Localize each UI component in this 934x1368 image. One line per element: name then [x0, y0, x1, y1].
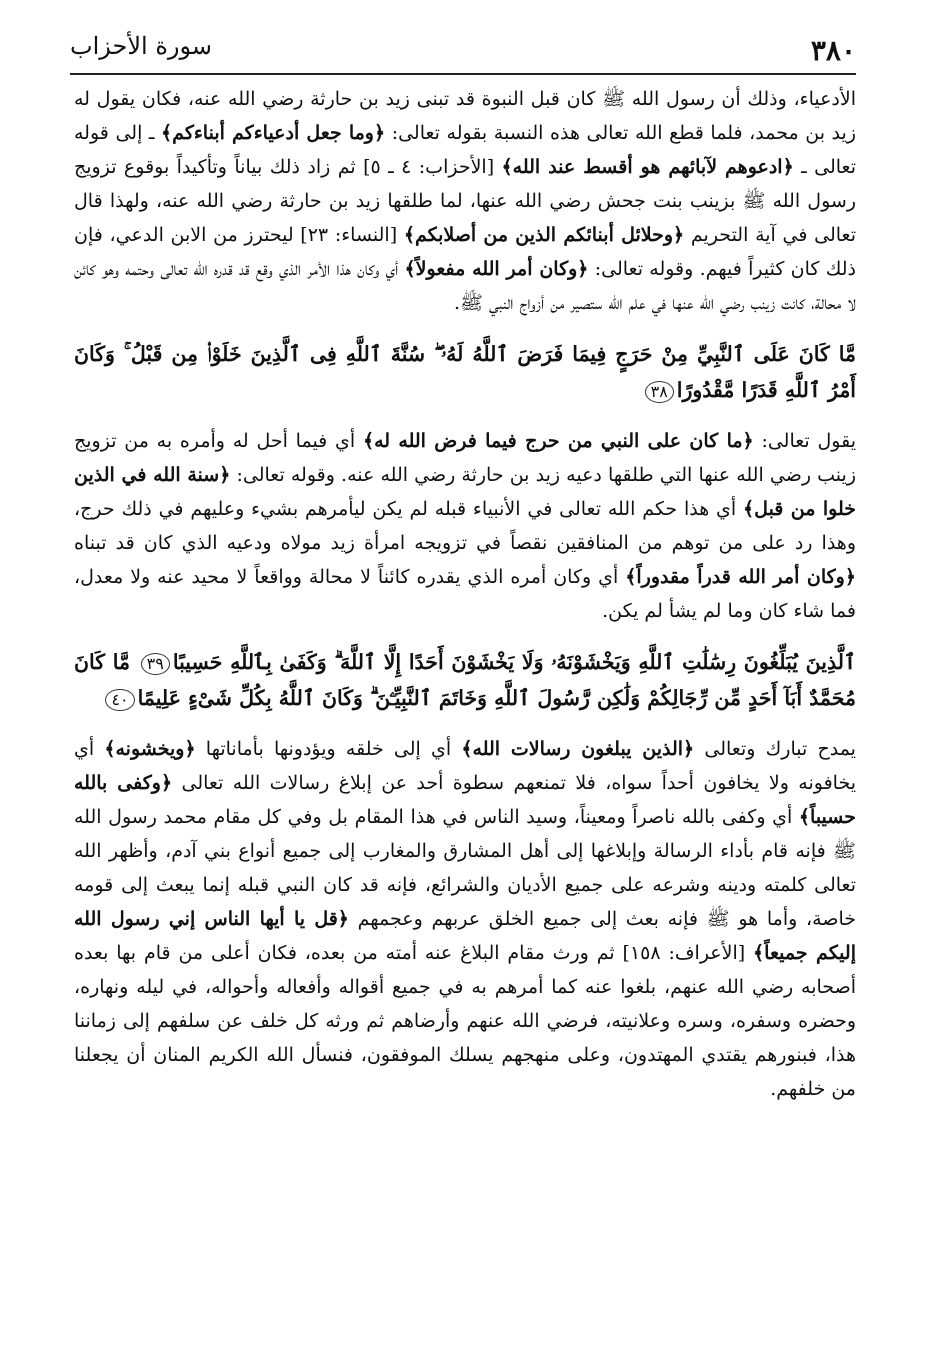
text-segment: أي يخافونه ولا يخافون أحداً سواه، فلا تمنعهم سطوة أحد عن إبلاغ رسالات الله تعالى — [74, 738, 856, 794]
quoted-verse: ﴿وكفى بالله حسيباً﴾ — [74, 772, 856, 828]
text-segment: يمدح تبارك وتعالى — [694, 738, 856, 760]
page-header — [70, 28, 856, 72]
header-divider — [70, 73, 856, 75]
text-segment: أي فيما أحل له وأمره به من تزويج زينب رضي الله عنها التي طلقها دعيه زيد بن حارثة رضي الله عنه. وقوله تعالى: — [74, 430, 857, 486]
page-number: ٣٨٠ — [810, 34, 856, 67]
text-segment: أي وكفى بالله ناصراً ومعيناً، وسيد الناس في هذا المقام بل وفي كل مقام محمد رسول الله ﷺ فإنه قام بأداء الرسالة وإبلاغها إلى أهل المشارق والمغارب إلى جميع أنواع بني آدم، وأظهر الله تعالى كلمته ودينه وشرعه على جميع الأديان والشرائع، فإنه قد كان النبي قبله إنما يبعث إلى قومه خاصة، وأما هو ﷺ فإنه بعث إلى جميع الخلق عربهم وعجمهم — [74, 806, 856, 930]
page-body — [74, 82, 856, 1106]
quran-verses-39-40 — [74, 644, 856, 716]
quoted-verse: ﴿وكان أمر الله مفعولاً﴾ — [404, 258, 589, 280]
text-segment: يقول تعالى: — [753, 430, 856, 452]
text-segment: [الأعراف: ١٥٨] ثم ورث مقام البلاغ عنه أمته من بعده، فكان أعلى من قام بها بعده أصحابه رضي الله عنهم، بلغوا عنه كما أمرهم به في جميع أقواله وأفعاله وأحواله، في ليله ونهاره، وحضره وسفره، وسره وعلانيته، فرضي الله عنهم وأرضاهم ثم ورثه كل خلف عن سلفهم إلى زماننا هذا، فبنورهم يقتدي المهتدون، وعلى منهجهم يسلك الموفقون، فنسأل الله الكريم المنان أن يجعلنا من خلفهم. — [74, 942, 856, 1100]
text-segment: [النساء: ٢٣] ليحترز من الابن الدعي، فإن ذلك كان كثيراً فيهم. وقوله تعالى: — [74, 224, 857, 280]
ayah-number: ٣٨ — [645, 381, 674, 403]
text-segment: الأدعياء، وذلك أن رسول الله ﷺ كان قبل النبوة قد تبنى زيد بن حارثة رضي الله عنه، فكان يقول له زيد بن محمد، فلما قطع الله تعالى هذه النسبة بقوله تعالى: — [74, 88, 856, 144]
text-segment: أي هذا حكم الله تعالى في الأنبياء قبله لم يكن ليأمرهم بشيء وعليهم في ذلك حرج، وهذا رد على من توهم من المنافقين نقصاً في تزويجه امرأة زيد مولاه ودعيه الذي كان قد تبناه — [74, 498, 856, 554]
quoted-verse: ﴿وكان أمر الله قدراً مقدوراً﴾ — [625, 566, 856, 588]
text-segment: ـ إلى قوله تعالى ـ — [74, 122, 856, 178]
quoted-verse: ﴿وحلائل أبنائكم الذين من أصلابكم﴾ — [403, 224, 685, 246]
quoted-verse: ﴿الذين يبلغون رسالات الله﴾ — [461, 738, 695, 760]
surah-name: سورة الأحزاب — [70, 32, 212, 60]
spacer — [74, 716, 856, 732]
quoted-verse: ﴿ادعوهم لآبائهم هو أقسط عند الله﴾ — [501, 156, 794, 178]
spacer — [74, 320, 856, 336]
quoted-verse: ﴿ما كان على النبي من حرج فيما فرض الله له﴾ — [362, 430, 754, 452]
quoted-verse: ﴿ويخشونه﴾ — [104, 738, 196, 760]
text-segment: [الأحزاب: ٤ ـ ٥] ثم زاد ذلك بياناً وتأكيداً بوقوع تزويج رسول الله ﷺ بزينب بنت جحش رضي الله عنها، لما طلقها زيد بن حارثة رضي الله عنه، ولهذا قال تعالى في آية التحريم — [74, 156, 856, 246]
commentary-paragraph — [74, 82, 856, 320]
spacer — [74, 408, 856, 424]
quoted-verse: ﴿وما جعل أدعياءكم أبناءكم﴾ — [161, 122, 386, 144]
quoted-verse: ﴿سنة الله في الذين خلوا من قبل﴾ — [74, 464, 856, 520]
commentary-paragraph — [74, 732, 856, 1106]
quran-verse-38 — [74, 336, 856, 408]
text-segment: أي وكان أمره الذي يقدره كائناً لا محالة وواقعاً لا محيد عنه ولا معدل، فما شاء كان وما لم يشأ لم يكن. — [74, 566, 856, 622]
verse-text: ٱلَّذِينَ يُبَلِّغُونَ رِسَٰلَٰتِ ٱللَّهِ وَيَخْشَوْنَهُۥ وَلَا يَخْشَوْنَ أَحَدًا إِلَّا ٱللَّهَ ۗ وَكَفَىٰ بِٱللَّهِ حَسِيبًا — [172, 650, 857, 674]
verse-text: مَّا كَانَ عَلَى ٱلنَّبِيِّ مِنْ حَرَجٍ فِيمَا فَرَضَ ٱللَّهُ لَهُۥ ۖ سُنَّةَ ٱللَّهِ فِى ٱلَّذِينَ خَلَوْا۟ مِن قَبْلُ ۚ وَكَانَ أَمْرُ ٱللَّهِ قَدَرًا مَّقْدُورًا — [74, 342, 856, 402]
ayah-number: ٤٠ — [105, 689, 134, 711]
text-segment: أي إلى خلقه ويؤدونها بأماناتها — [195, 738, 462, 760]
commentary-paragraph — [74, 424, 856, 628]
spacer — [74, 628, 856, 644]
text-segment: أي وكان هذا الأمر الذي وقع قد قدره الله تعالى وحتمه وهو كائن لا محالة، كانت زينب رضي الله عنها في علم الله ستصير من أزواج النبي ﷺ. — [74, 258, 856, 314]
quoted-verse: ﴿قل يا أيها الناس إني رسول الله إليكم جميعاً﴾ — [74, 908, 856, 964]
verse-text: مَّا كَانَ مُحَمَّدٌ أَبَآ أَحَدٍ مِّن رِّجَالِكُمْ وَلَٰكِن رَّسُولَ ٱللَّهِ وَخَاتَمَ ٱلنَّبِيِّـۧنَ ۗ وَكَانَ ٱللَّهُ بِكُلِّ شَىْءٍ عَلِيمًا — [74, 650, 856, 710]
ayah-number: ٣٩ — [141, 653, 170, 675]
